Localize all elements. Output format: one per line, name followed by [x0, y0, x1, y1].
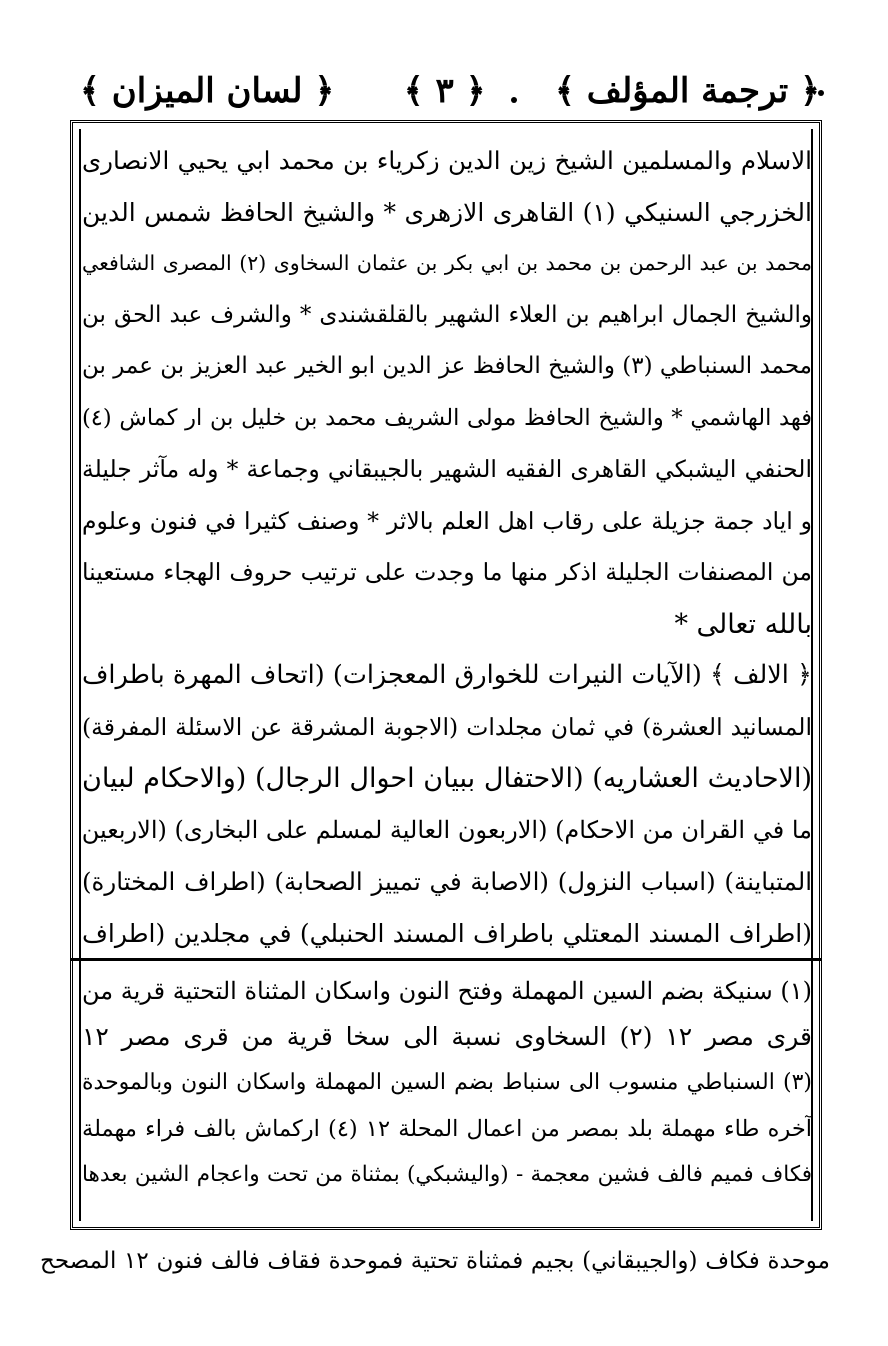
text-line: (اطراف المسند المعتلي باطراف المسند الحنبلي) في مجلدين (اطراف	[82, 918, 812, 948]
text-line: الاسلام والمسلمين الشيخ زين الدين زكرياء بن محمد ابي يحيي الانصارى	[82, 146, 812, 175]
main-text	[82, 135, 812, 959]
text-line: من المصنفات الجليلة اذكر منها ما وجدت على ترتيب حروف الهجاء مستعينا	[82, 558, 812, 586]
header-page-number: ﴿ ٣ ﴾	[403, 70, 486, 111]
text-line: المسانيد العشرة) في ثمان مجلدات (الاجوبة المشرقة عن الاسئلة المفرقة)	[82, 712, 812, 741]
text-line: المتباينة) (اسباب النزول) (الاصابة في تمييز الصحابة) (اطراف المختارة)	[82, 867, 812, 896]
text-line: ﴿ الالف ﴾ (الآيات النيرات للخوارق المعجزات) (اتحاف المهرة باطراف	[82, 660, 812, 690]
text-line: والشيخ الجمال ابراهيم بن العلاء الشهير بالقلقشندى * والشرف عبد الحق بن	[82, 301, 812, 328]
header-chapter-title: ﴿ ترجمة المؤلف ﴾	[554, 70, 820, 111]
text-line: محمد بن عبد الرحمن بن محمد بن ابي بكر بن عثمان السخاوى (٢) المصرى الشافعي	[82, 251, 812, 275]
text-line: ما في القران من الاحكام) (الاربعون العالية لمسلم على البخارى) (الاربعين	[82, 815, 812, 844]
footnote-line: فكاف فميم فالف فشين معجمة - (واليشبكي) بمثناة من تحت واعجام الشين بعدها	[82, 1162, 812, 1187]
footnote-line: (٣) السنباطي منسوب الى سنباط بضم السين المهملة واسكان النون وبالموحدة	[82, 1070, 812, 1095]
text-line: فهد الهاشمي * والشيخ الحافظ مولى الشريف محمد بن خليل بن ار كماش (٤)	[82, 404, 812, 431]
footnotes	[82, 968, 812, 1198]
page-header	[80, 60, 820, 120]
footer-line: موحدة فكاف (والجيبقاني) بجيم فمثناة تحتية فموحدة فقاف فالف فنون ١٢ المصحح	[40, 1248, 830, 1274]
text-line: بالله تعالى *	[674, 608, 812, 640]
text-line: (الاحاديث العشاريه) (الاحتفال ببيان احوال الرجال) (والاحكام لبيان	[82, 763, 812, 794]
footnote-line: (١) سنيكة بضم السين المهملة وفتح النون واسكان المثناة التحتية قرية من	[82, 977, 812, 1005]
footnote-line: قرى مصر ١٢ (٢) السخاوى نسبة الى سخا قرية من قرى مصر ١٢	[82, 1022, 812, 1051]
footnote-separator	[70, 958, 822, 961]
text-line: و اياد جمة جزيلة على رقاب اهل العلم بالاثر * وصنف كثيرا في فنون وعلوم	[82, 506, 812, 535]
text-line: الحنفي اليشبكي القاهرى الفقيه الشهير بالجيبقاني وجماعة * وله مآثر جليلة	[82, 455, 812, 483]
text-line: محمد السنباطي (٣) والشيخ الحافظ عز الدين ابو الخير عبد العزيز بن عمر بن	[82, 353, 812, 379]
header-book-title: ﴿ لسان الميزان ﴾	[80, 70, 335, 111]
footnote-line: آخره طاء مهملة بلد بمصر من اعمال المحلة ١٢ (٤) اركماش بالف فراء مهملة	[82, 1116, 812, 1142]
text-line: الخزرجي السنيكي (١) القاهرى الازهرى * والشيخ الحافظ شمس الدين	[82, 197, 812, 227]
